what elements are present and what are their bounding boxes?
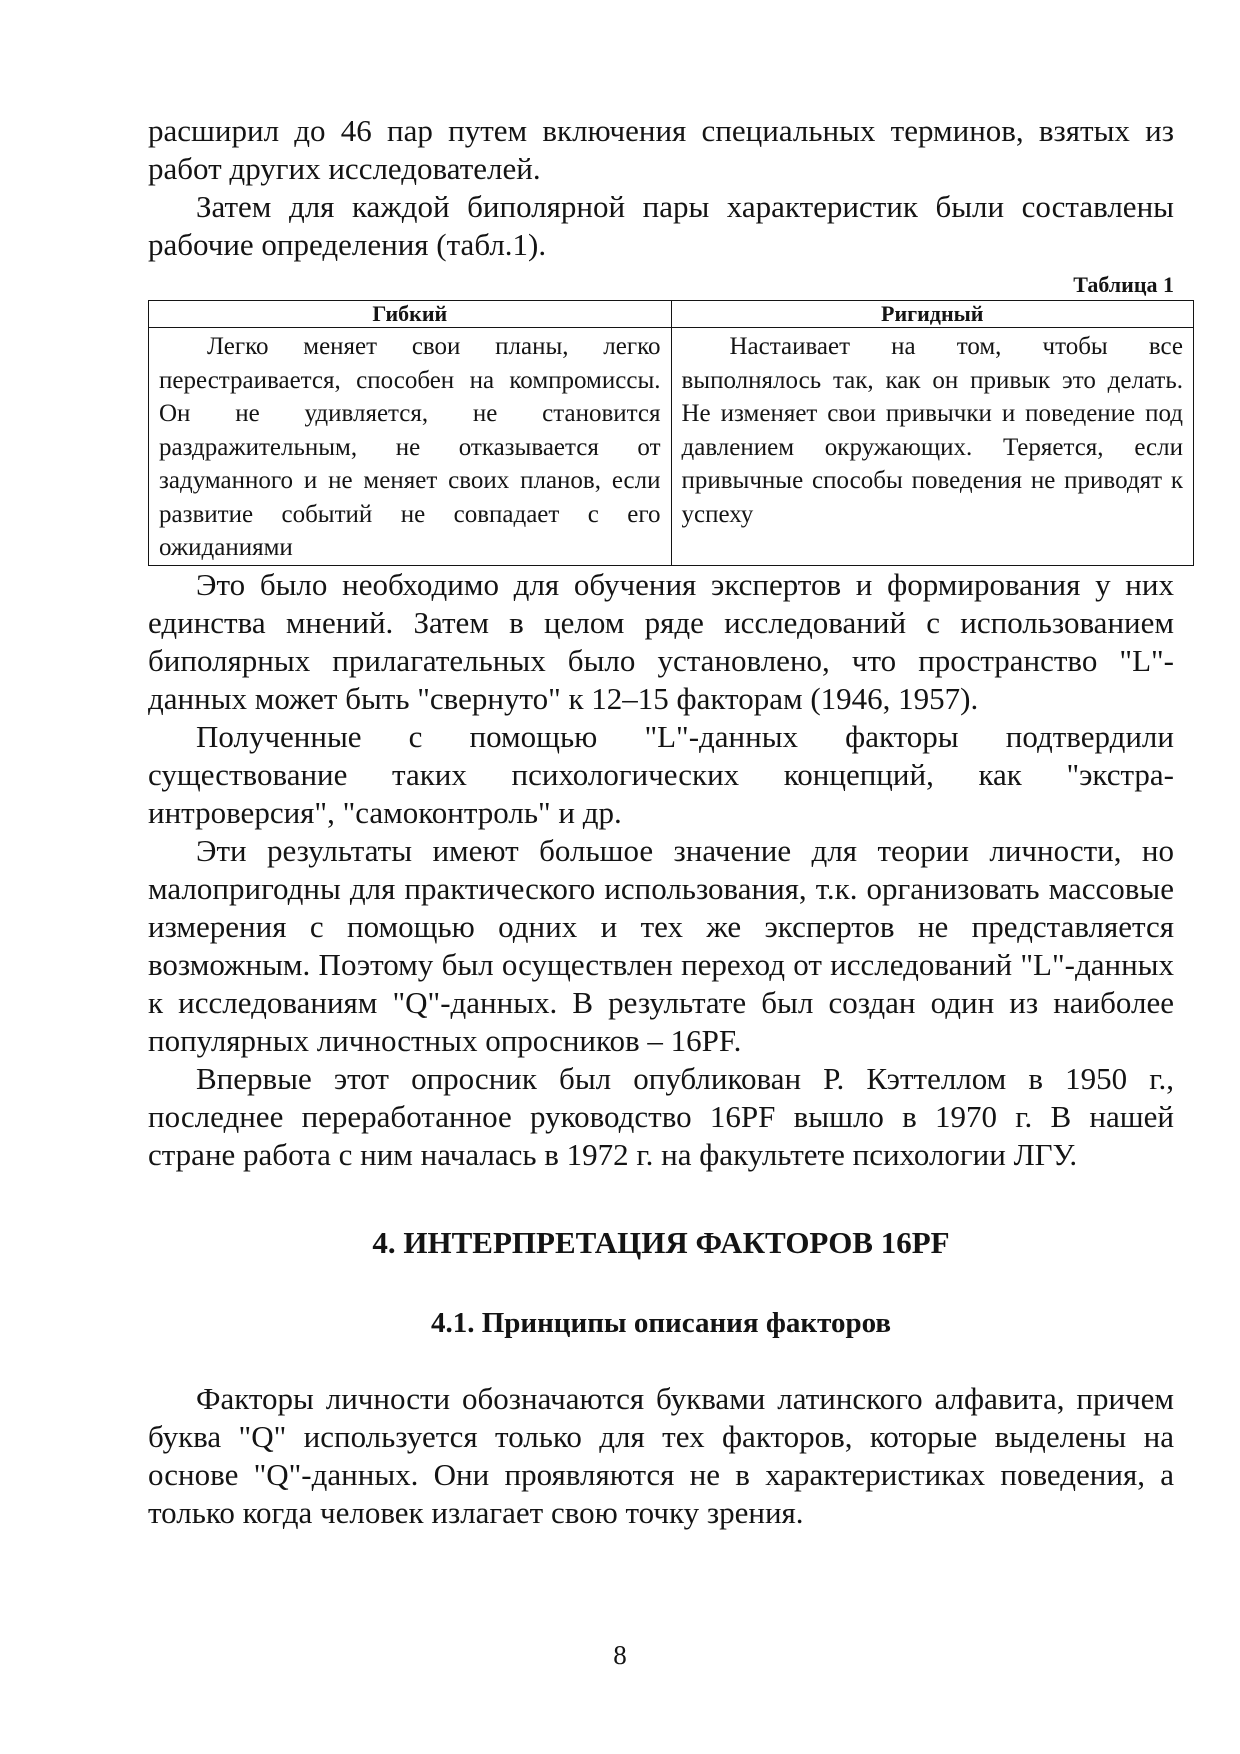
definitions-table xyxy=(148,300,1194,566)
section-title: 4. ИНТЕРПРЕТАЦИЯ ФАКТОРОВ 16PF xyxy=(372,1224,950,1260)
table-row xyxy=(149,328,1194,566)
paragraph-publication: Впервые этот опросник был опубликован Р. Кэттеллом в 1950 г., последнее переработанное руководство 16PF вышло в 1970 г. В нашей стране работа с ним началась в 1972 г. на факультете психологии ЛГУ. xyxy=(148,1060,1174,1172)
table-header-flexible: Гибкий xyxy=(149,301,672,328)
subsection-title: 4.1. Принципы описания факторов xyxy=(430,1306,892,1339)
paragraph-results: Эти результаты имеют большое значение для теории личности, но малопригодны для практического использования, т.к. организовать массовые измерения с помощью одних и тех же экспертов не представляется возможным. Поэтому был осуществлен переход от исследований "L"-данных к исследованиям "Q"-данных. В результате был создан один из наиболее популярных личностных опросников – 16PF. xyxy=(148,832,1174,1058)
paragraph-l-data-factors: Полученные с помощью "L"-данных факторы подтвердили существование таких психологических концепций, как "экстра-интроверсия", "самоконтроль" и др. xyxy=(148,718,1174,830)
paragraph-continuation: расширил до 46 пар путем включения специальных терминов, взятых из работ других исследователей. xyxy=(148,113,1174,186)
page-number: 8 xyxy=(613,1640,627,1670)
table-header-rigid: Ригидный xyxy=(671,301,1194,328)
table-cell-rigid: Настаивает на том, чтобы все выполнялось так, как он привык это делать. Не изменяет свои привычки и поведение под давлением окружающих. Теряется, если привычные способы поведения не приводят к успеху xyxy=(671,328,1194,566)
paragraph-table-intro: Затем для каждой биполярной пары характеристик были составлены рабочие определения (табл.1). xyxy=(148,189,1174,262)
table-cell-flexible: Легко меняет свои планы, легко перестраивается, способен на компромиссы. Он не удивляется, не становится раздражительным, не отказывается от задуманного и не меняет своих планов, если развитие событий не совпадает с его ожиданиями xyxy=(149,328,672,566)
table-caption: Таблица 1 xyxy=(1073,272,1174,297)
paragraph-experts: Это было необходимо для обучения экспертов и формирования у них единства мнений. Затем в целом ряде исследований с использованием биполярных прилагательных было установлено, что пространство "L"-данных может быть "свернуто" к 12–15 факторам (1946, 1957). xyxy=(148,566,1174,716)
table-header-row xyxy=(149,301,1194,328)
paragraph-factor-notation: Факторы личности обозначаются буквами латинского алфавита, причем буква "Q" используется только для тех факторов, которые выделены на основе "Q"-данных. Они проявляются не в характеристиках поведения, а только когда человек излагает свою точку зрения. xyxy=(148,1380,1174,1530)
page-content xyxy=(148,112,1183,1532)
